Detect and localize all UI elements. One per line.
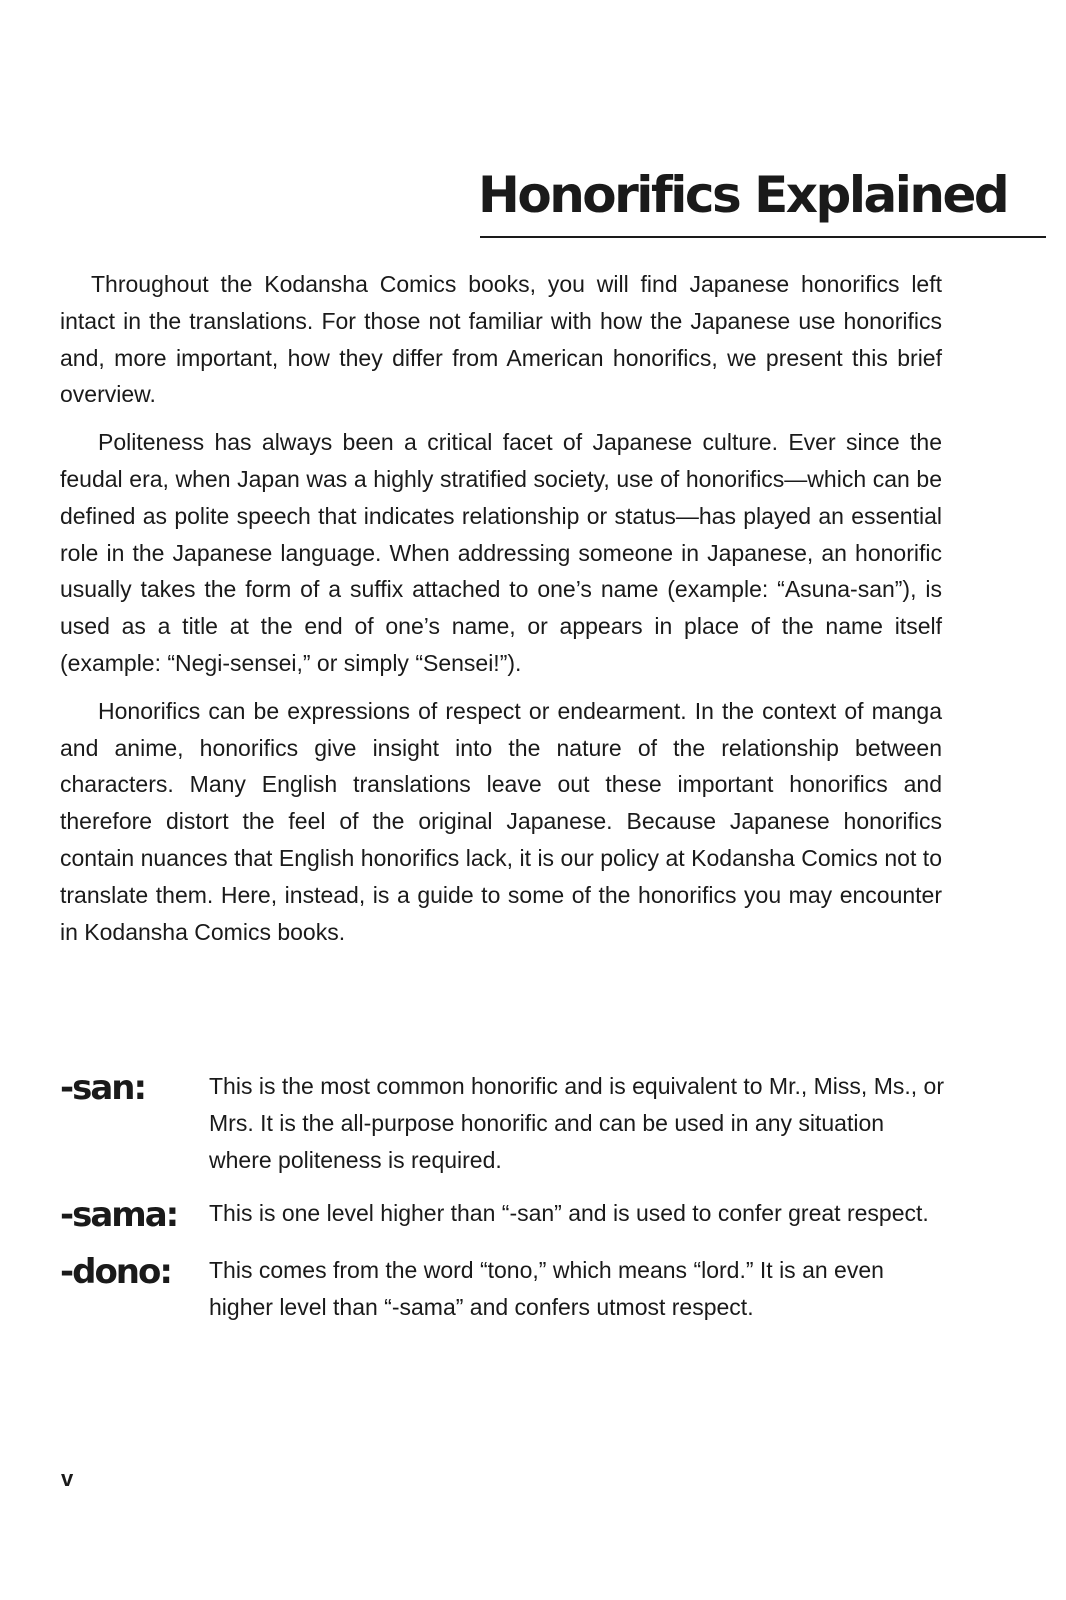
paragraph-expressions: Honorifics can be expressions of respect or endearment. In the context of manga and anime, honorifics give insight into the nature of the relationship between characters. Many English translations leave out these important honorifics and therefore distort the feel of the original Japanese. Because Japanese honorifics contain nuances that English honorifics lack, it is our policy at Kodansha Comics not to translate them. Here, instead, is a guide to some of the honorifics you may encounter in Kodansha Comics books. xyxy=(60,697,942,945)
paragraph-intro: Throughout the Kodansha Comics books, you will find Japanese honorifics left intact in the translations. For those not familiar with how the Japanese use honorifics and, more important, how they differ from American honorifics, we present this brief overview. xyxy=(60,271,942,408)
definition-sama xyxy=(60,1195,946,1235)
page-number: v xyxy=(61,1466,74,1491)
paragraph-politeness: Politeness has always been a critical facet of Japanese culture. Ever since the feudal era, when Japan was a highly stratified society, use of honorifics—which can be defined as polite speech that indicates relationship or status—has played an essential role in the Japanese language. When addressing someone in Japanese, an honorific usually takes the form of a suffix attached to one’s name (example: “Asuna-san”), is used as a title at the end of one’s name, or appears in place of the name itself (example: “Negi-sensei,” or simply “Sensei!”). xyxy=(60,429,942,676)
honorific-definitions xyxy=(60,1068,946,1343)
definition-text: This is one level higher than “-san” and is used to confer great respect. xyxy=(209,1200,929,1227)
term-label: -san: xyxy=(60,1068,146,1108)
definition-dono xyxy=(60,1252,946,1326)
term-label: -sama: xyxy=(60,1195,178,1236)
term-label: -dono: xyxy=(60,1252,171,1293)
definition-text: This comes from the word “tono,” which means “lord.” It is an even higher level than “-sama” and confers utmost respect. xyxy=(209,1257,884,1321)
definition-text: This is the most common honorific and is equivalent to Mr., Miss, Ms., or Mrs. It is the all-purpose honorific and can be used in any situation where politeness is required. xyxy=(209,1073,944,1173)
intro-text xyxy=(60,266,942,961)
definition-san xyxy=(60,1068,946,1178)
page-title: Honorifics Explained xyxy=(478,166,1008,224)
title-underline xyxy=(480,236,1046,238)
